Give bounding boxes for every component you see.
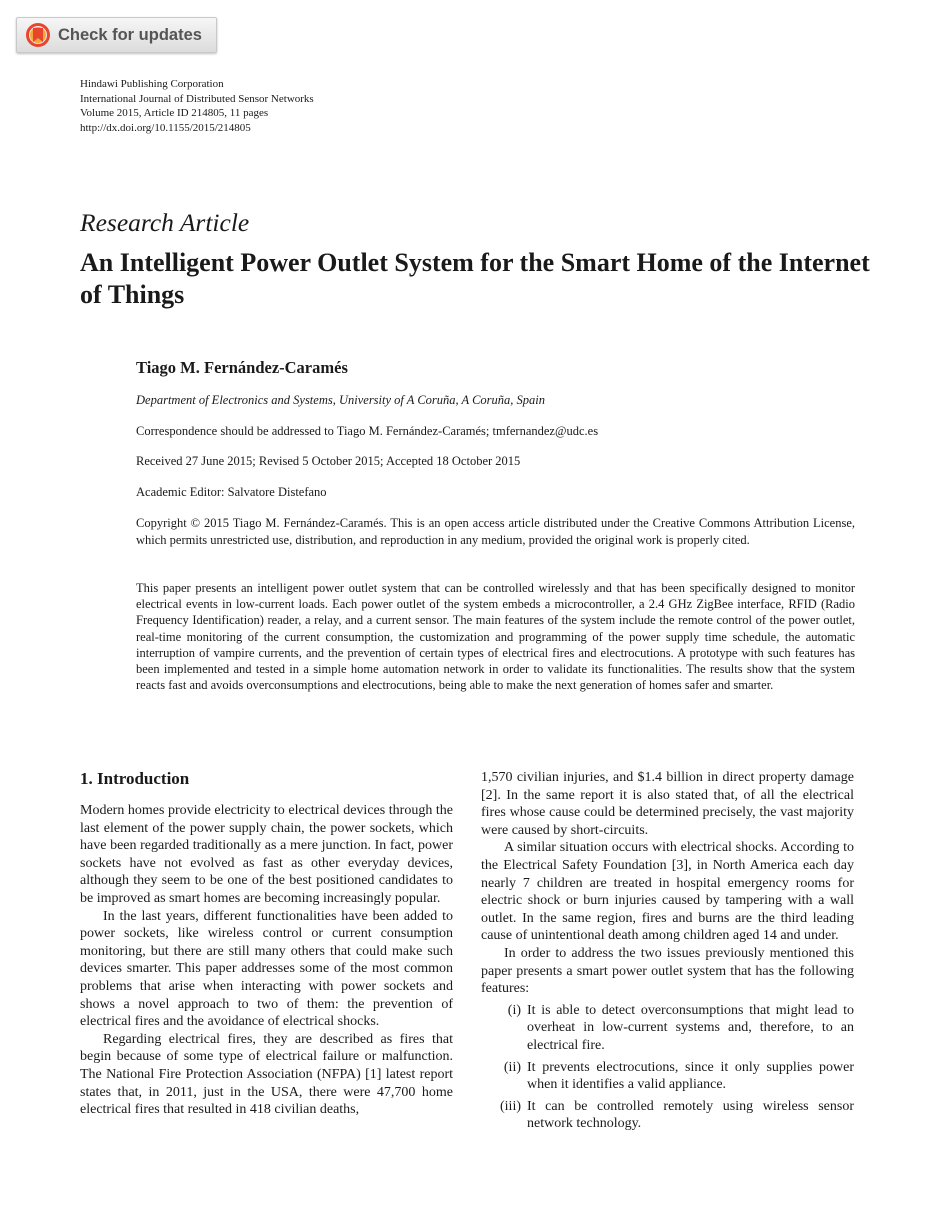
journal-info [80,77,314,135]
feature-text: It can be controlled remotely using wireless sensor network technology. [527,1098,854,1132]
paragraph: In order to address the two issues previously mentioned this paper presents a smart power outlet system that has the following features: [481,945,854,997]
feature-number: (iii) [500,1098,521,1114]
paragraph: Modern homes provide electricity to electrical devices through the last element of the power supply chain, the power sockets, which have been regarded traditionally as a mere junction. In fact, power sockets have not evolved as fast as other everyday devices, although they seem to be one of the best positioned candidates to be improved as smart homes are becoming increasingly popular. [80,803,453,906]
journal-volume: Volume 2015, Article ID 214805, 11 pages [80,107,269,120]
correspondence: Correspondence should be addressed to Tiago M. Fernández-Caramés; tmfernandez@udc.es [136,424,599,438]
paragraph: A similar situation occurs with electrical shocks. According to the Electrical Safety Foundation [3], in North America each day nearly 7 children are treated in hospital emergency rooms for electric shock or burn injuries caused by tampering with a wall outlet. In the same region, fires and burns are the third leading cause of unintentional death among children aged 14 and under. [481,840,854,944]
feature-text: It is able to detect overconsumptions that might lead to overheat in low-current systems and, therefore, to an electrical fire. [527,1002,854,1053]
author-affiliation: Department of Electronics and Systems, University of A Coruña, A Coruña, Spain [136,393,546,407]
left-column [80,769,453,1119]
publisher: Hindawi Publishing Corporation [80,78,224,90]
check-for-updates-icon [26,23,50,47]
paragraph: 1,570 civilian injuries, and $1.4 billion in direct property damage [2]. In the same report it is also stated that, of all the electrical fires whose cause could be determined precisely, the vast majority were caused by short-circuits. [481,770,854,838]
feature-item [481,1098,854,1133]
check-for-updates-label: Check for updates [58,25,202,44]
section-heading: 1. Introduction [80,769,190,788]
feature-text: It prevents electrocutions, since it only supplies power when it identifies a valid appliance. [527,1059,854,1093]
paragraph: Regarding electrical fires, they are described as fires that begin because of some type of electrical failure or malfunction. The National Fire Protection Association (NFPA) [1] latest report states that, in 2011, just in the USA, there were 47,700 home electrical fires that resulted in 418 civilian deaths, [80,1031,453,1118]
article-title: An Intelligent Power Outlet System for the Smart Home of the Internet of Things [80,248,870,309]
feature-item [481,1002,854,1055]
copyright-notice: Copyright © 2015 Tiago M. Fernández-Caramés. This is an open access article distributed under the Creative Commons Attribution License, which permits unrestricted use, distribution, and reproduction in any medium, provided the original work is properly cited. [136,516,855,547]
article-dates: Received 27 June 2015; Revised 5 October 2015; Accepted 18 October 2015 [136,454,521,468]
right-column [481,769,854,1137]
feature-item [481,1059,854,1094]
academic-editor: Academic Editor: Salvatore Distefano [136,485,327,499]
feature-number: (ii) [503,1059,521,1075]
check-for-updates-button[interactable] [16,17,217,53]
feature-number: (i) [507,1002,521,1018]
journal-name: International Journal of Distributed Sensor Networks [80,92,314,105]
article-type: Research Article [80,208,250,237]
paragraph: In the last years, different functionalities have been added to power sockets, like wireless control or current consumption monitoring, but there are still many others that could make such devices smarter. This paper addresses some of the most common problems that arise when interacting with power sockets and shows a novel approach to two of them: the prevention of electrical fires and the avoidance of electrical shocks. [80,908,453,1030]
feature-list [481,1002,854,1133]
abstract: This paper presents an intelligent power outlet system that can be controlled wirelessly and that has been specifically designed to monitor electrical events in low-current loads. Each power outlet of the system embeds a microcontroller, a 2.4 GHz ZigBee interface, RFID (Radio Frequency Identification) reader, a relay, and a current sensor. The main features of the system include the remote control of the power outlet, real-time monitoring of the current consumption, the customization and programming of the power supply time schedule, the automatic interruption of vampire currents, and the prevention of certain types of electrical fires and electrocutions. A prototype with such features has been implemented and tested in a simple home automation network in order to validate its functionalities. The results show that the system reacts fast and avoids overconsumptions and electrocutions, being able to make the next generation of homes safer and smarter. [136,581,855,693]
doi-link[interactable]: http://dx.doi.org/10.1155/2015/214805 [80,121,251,134]
author-name: Tiago M. Fernández-Caramés [136,358,348,377]
